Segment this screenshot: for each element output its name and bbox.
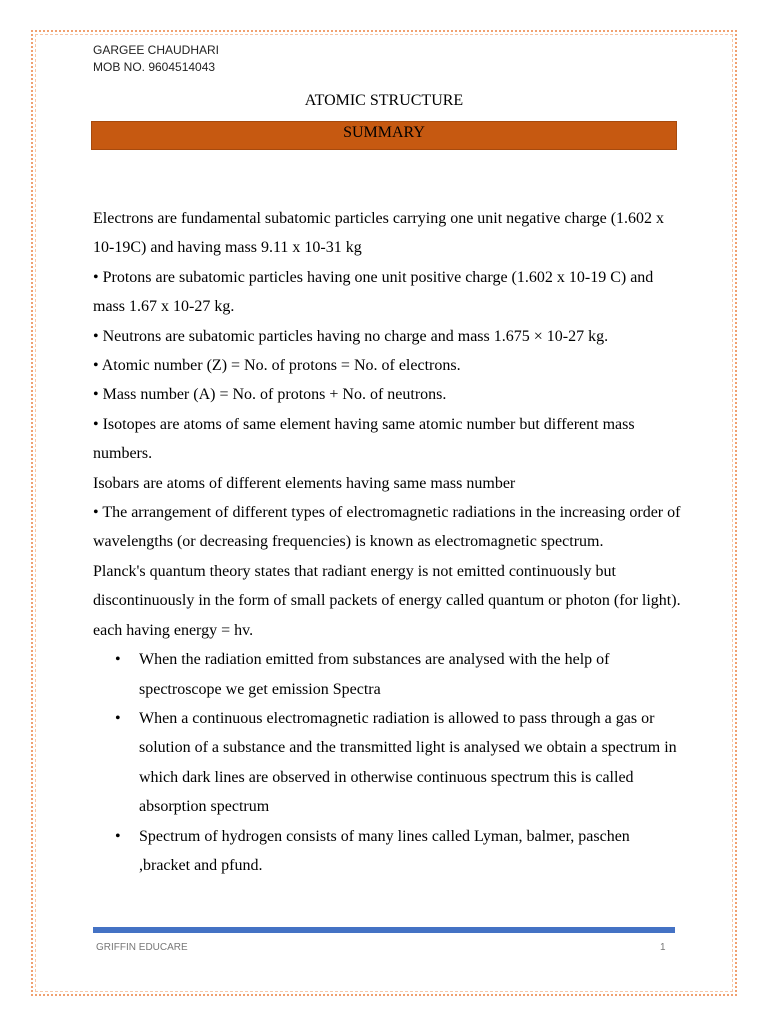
header-block bbox=[93, 42, 219, 76]
body-text bbox=[93, 204, 683, 880]
bullet-icon: • bbox=[115, 651, 121, 669]
paragraph: Planck's quantum theory states that radiant energy is not emitted continuously but discontinuously in the form of small packets of energy called quantum or photon (for light). each having energy = hv. bbox=[93, 562, 681, 639]
page-number: 1 bbox=[660, 942, 666, 953]
paragraph: • The arrangement of different types of electromagnetic radiations in the increasing order of wavelengths (or decreasing frequencies) is known as electromagnetic spectrum. bbox=[93, 504, 681, 551]
paragraph: • Protons are subatomic particles having one unit positive charge (1.602 x 10-19 C) and mass 1.67 x 10-27 kg. bbox=[93, 268, 654, 316]
footer-organization: GRIFFIN EDUCARE bbox=[96, 942, 188, 953]
mobile-number: MOB NO. 9604514043 bbox=[93, 60, 216, 74]
paragraph: • Neutrons are subatomic particles having no charge and mass 1.675 × 10-27 kg. bbox=[93, 327, 609, 345]
list-item bbox=[93, 822, 683, 881]
paragraph: • Mass number (A) = No. of protons + No. of neutrons. bbox=[93, 386, 447, 404]
list-item-text: When a continuous electromagnetic radiation is allowed to pass through a gas or solution of a substance and the transmitted light is analysed we obtain a spectrum in which dark lines are observed in otherwise continuous spectrum this is called absorption spectrum bbox=[139, 709, 677, 816]
list-item bbox=[93, 645, 683, 704]
bullet-list bbox=[93, 645, 683, 880]
paragraph: Isobars are atoms of different elements having same mass number bbox=[93, 474, 516, 492]
document-title: ATOMIC STRUCTURE bbox=[304, 92, 464, 109]
footer-rule bbox=[93, 927, 675, 933]
list-item-text: Spectrum of hydrogen consists of many lines called Lyman, balmer, paschen ,bracket and pfund. bbox=[139, 827, 630, 874]
list-item bbox=[93, 704, 683, 822]
paragraph: • Atomic number (Z) = No. of protons = No. of electrons. bbox=[93, 357, 461, 375]
bullet-icon: • bbox=[115, 709, 121, 727]
summary-bar: SUMMARY bbox=[91, 121, 677, 150]
paragraph: • Isotopes are atoms of same element having same atomic number but different mass numbers. bbox=[93, 415, 635, 463]
author-name: GARGEE CHAUDHARI bbox=[93, 43, 220, 57]
list-item-text: When the radiation emitted from substances are analysed with the help of spectroscope we get emission Spectra bbox=[139, 651, 610, 698]
bullet-icon: • bbox=[115, 827, 121, 845]
paragraph: Electrons are fundamental subatomic particles carrying one unit negative charge (1.602 x 10-19C) and having mass 9.11 x 10-31 kg bbox=[93, 210, 665, 257]
